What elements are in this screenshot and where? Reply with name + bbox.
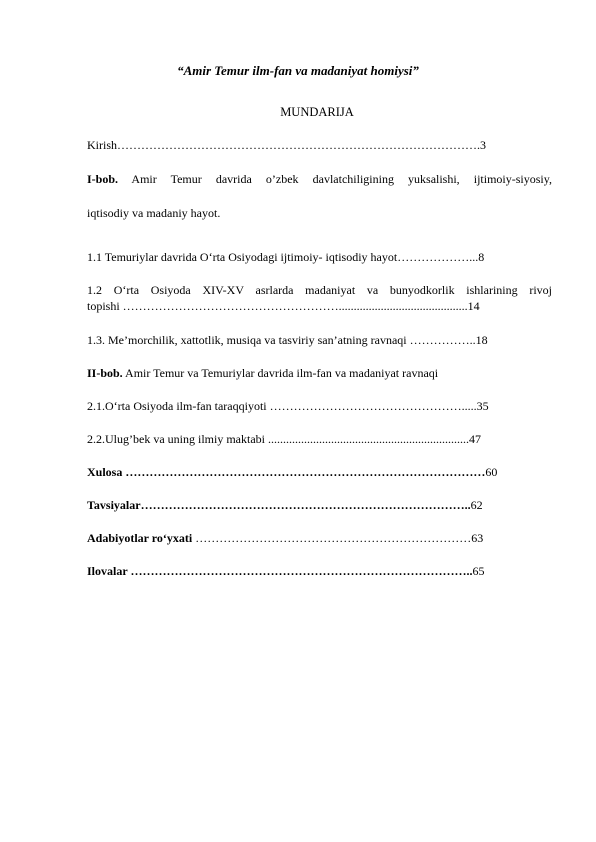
toc-entry-chapter-1-cont: iqtisodiy va madaniy hayot. (87, 206, 221, 220)
toc-entry-xulosa (87, 465, 552, 480)
tavsiyalar-page: 62 (470, 498, 483, 512)
toc-entry-2-2: 2.2.Ulug’bek va uning ilmiy maktabi ...................................................................47 (87, 432, 481, 446)
document-title: “Amir Temur ilm-fan va madaniyat homiysi” (177, 63, 419, 78)
chapter-2-title: Amir Temur va Temuriylar davrida ilm-fan va madaniyat ravnaqi (122, 366, 439, 380)
toc-entry-adabiyotlar (87, 531, 552, 546)
xulosa-label: Xulosa ……………………………………………………………………………… (87, 465, 486, 479)
toc-heading: MUNDARIJA (280, 105, 354, 119)
toc-entry-1-2: 1.2 O‘rta Osiyoda XIV-XV asrlarda madaniyat va bunyodkorlik ishlarining rivoj (87, 283, 552, 297)
toc-entry-ilovalar (87, 564, 552, 579)
toc-entry-chapter-1 (87, 172, 552, 187)
chapter-1-label: I-bob. (87, 172, 119, 186)
toc-entry-kirish: Kirish……………………………………………………………………………….3 (87, 138, 486, 152)
toc-entry-tavsiyalar (87, 498, 552, 513)
toc-entry-2-1: 2.1.O‘rta Osiyoda ilm-fan taraqqiyoti ………………………………………….....35 (87, 399, 489, 413)
adabiyotlar-label: Adabiyotlar ro‘yxati (87, 531, 193, 545)
chapter-2-label: II-bob. (87, 366, 123, 380)
adabiyotlar-dots: ……………………………………………………………63 (192, 531, 484, 545)
tavsiyalar-label: Tavsiyalar……………………………………………………………………….. (87, 498, 471, 512)
ilovalar-label: Ilovalar ………………………………………………………………………….. (87, 564, 473, 578)
toc-entry-1-3: 1.3. Me’morchilik, xattotlik, musiqa va tasviriy san’atning ravnaqi ……………..18 (87, 333, 488, 347)
toc-entry-1-2-cont: topishi ………………………………………………...........................................14 (87, 299, 480, 313)
ilovalar-page: 65 (472, 564, 485, 578)
chapter-1-title: Amir Temur davrida o’zbek davlatchiligining yuksalishi, ijtimoiy-siyosiy, (118, 172, 552, 186)
toc-entry-1-1: 1.1 Temuriylar davrida O‘rta Osiyodagi ijtimoiy- iqtisodiy hayot………………...8 (87, 250, 485, 264)
toc-entry-chapter-2 (87, 366, 552, 381)
xulosa-page: 60 (485, 465, 498, 479)
